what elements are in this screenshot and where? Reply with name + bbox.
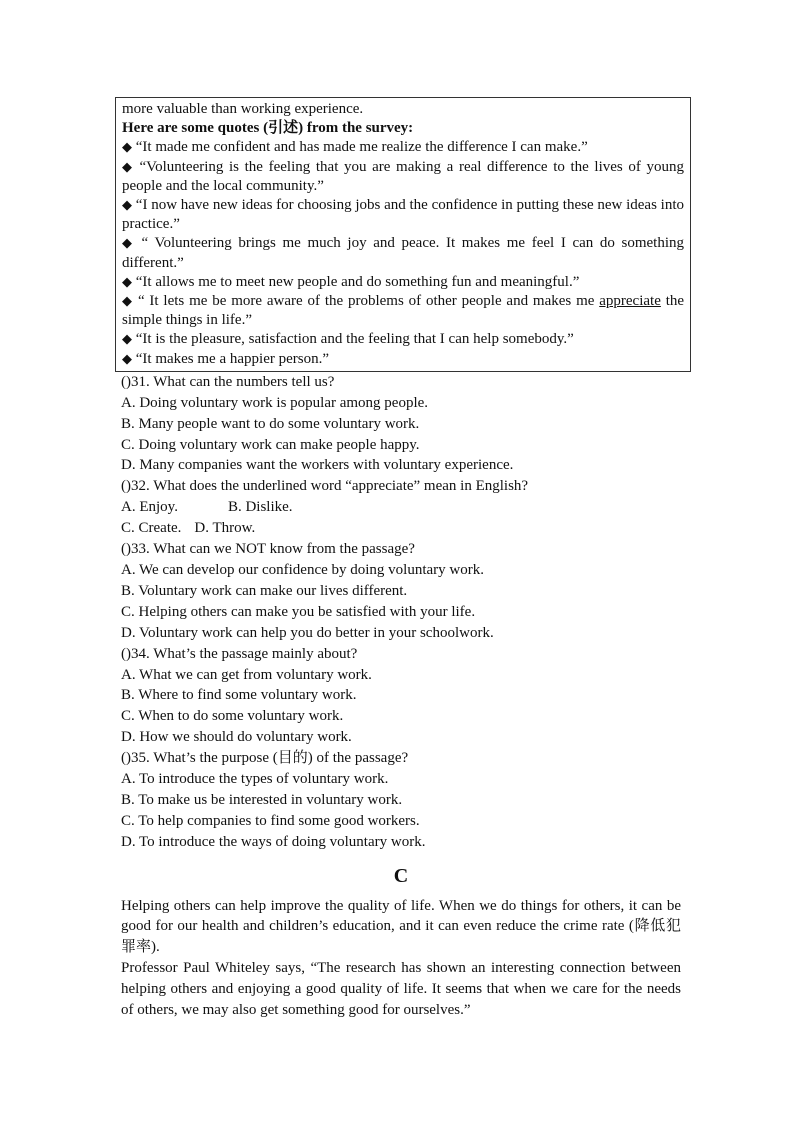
question-stem: ()34. What’s the passage mainly about?: [121, 645, 358, 662]
option-a: A. Enjoy.: [121, 499, 178, 516]
option-c: C. Doing voluntary work can make people happy.: [121, 436, 420, 453]
diamond-icon: ◆: [122, 351, 132, 367]
question-stem: ()32. What does the underlined word “appreciate” mean in English?: [121, 478, 529, 495]
option-d: D. Many companies want the workers with voluntary experience.: [121, 457, 514, 474]
option-d: D. Voluntary work can help you do better in your schoolwork.: [121, 624, 494, 641]
quotes-heading: Here are some quotes (引述) from the survey:: [122, 120, 414, 137]
option-b: B. Voluntary work can make our lives different.: [121, 582, 408, 599]
diamond-icon: ◆: [122, 332, 132, 348]
diamond-icon: ◆: [122, 236, 135, 252]
section-c-paragraph-1: Helping others can help improve the quality of life. When we do things for others, it can be good for our health and children’s education, and it can even reduce the crime rate (降低犯罪率).: [121, 897, 681, 956]
quote-item: ◆ “I now have new ideas for choosing jobs and the confidence in putting these new ideas into practice.”: [122, 197, 685, 233]
option-d: D. To introduce the ways of doing voluntary work.: [121, 833, 426, 850]
section-c-title: C: [393, 864, 409, 887]
option-b: B. Dislike.: [227, 499, 293, 516]
diamond-icon: ◆: [122, 159, 134, 175]
option-d: D. How we should do voluntary work.: [121, 729, 352, 746]
box-line-0: more valuable than working experience.: [122, 101, 364, 117]
diamond-icon: ◆: [122, 294, 134, 310]
option-a: A. What we can get from voluntary work.: [121, 666, 372, 683]
diamond-icon: ◆: [122, 274, 132, 290]
option-c: C. When to do some voluntary work.: [121, 708, 344, 725]
section-c-paragraph-2: Professor Paul Whiteley says, “The research has shown an interesting connection between helping others and enjoying a good quality of life. It seems that when we care for the needs of others, we may also get something good for ourselves.”: [121, 960, 681, 1018]
option-a: A. We can develop our confidence by doing voluntary work.: [121, 562, 484, 578]
option-c: C. Helping others can make you be satisfied with your life.: [121, 603, 476, 620]
option-a: A. To introduce the types of voluntary work.: [121, 771, 389, 788]
quote-item: ◆ “ Volunteering brings me much joy and peace. It makes me feel I can do something different.”: [122, 235, 685, 271]
option-row-cd: [121, 518, 681, 539]
quote-item: ◆ “Volunteering is the feeling that you are making a real difference to the lives of young people and the local community.”: [122, 158, 685, 194]
option-c: C. To help companies to find some good workers.: [121, 812, 420, 829]
question-stem: ()35. What’s the purpose (目的) of the passage?: [121, 750, 409, 767]
question-stem: ()33. What can we NOT know from the passage?: [121, 541, 415, 558]
option-d: D. Throw.: [194, 520, 256, 537]
quotes-box: [115, 97, 691, 372]
option-row-ab: [121, 497, 681, 518]
quote-item: ◆ “It allows me to meet new people and do something fun and meaningful.”: [122, 273, 580, 290]
diamond-icon: ◆: [122, 140, 132, 156]
question-32: [121, 476, 681, 539]
option-c: C. Create.: [121, 520, 182, 537]
question-35: [121, 748, 681, 853]
question-31: [121, 372, 681, 477]
quote-item: ◆ “It is the pleasure, satisfaction and the feeling that I can help somebody.”: [122, 331, 574, 348]
question-34: [121, 644, 681, 749]
option-b: B. Many people want to do some voluntary work.: [121, 415, 420, 432]
quote-item: ◆ “It made me confident and has made me realize the difference I can make.”: [122, 139, 588, 156]
diamond-icon: ◆: [122, 198, 133, 214]
document-page: [121, 97, 685, 1020]
question-stem: ()31. What can the numbers tell us?: [121, 373, 335, 390]
quote-item: ◆ “ It lets me be more aware of the problems of other people and makes me appreciate the simple things in life.”: [122, 293, 685, 329]
option-a: A. Doing voluntary work is popular among people.: [121, 394, 429, 411]
question-33: [121, 539, 681, 644]
option-b: B. To make us be interested in voluntary work.: [121, 791, 403, 808]
underlined-word: appreciate: [599, 293, 661, 310]
option-b: B. Where to find some voluntary work.: [121, 687, 357, 704]
quote-item: ◆ “It makes me a happier person.”: [122, 350, 329, 367]
